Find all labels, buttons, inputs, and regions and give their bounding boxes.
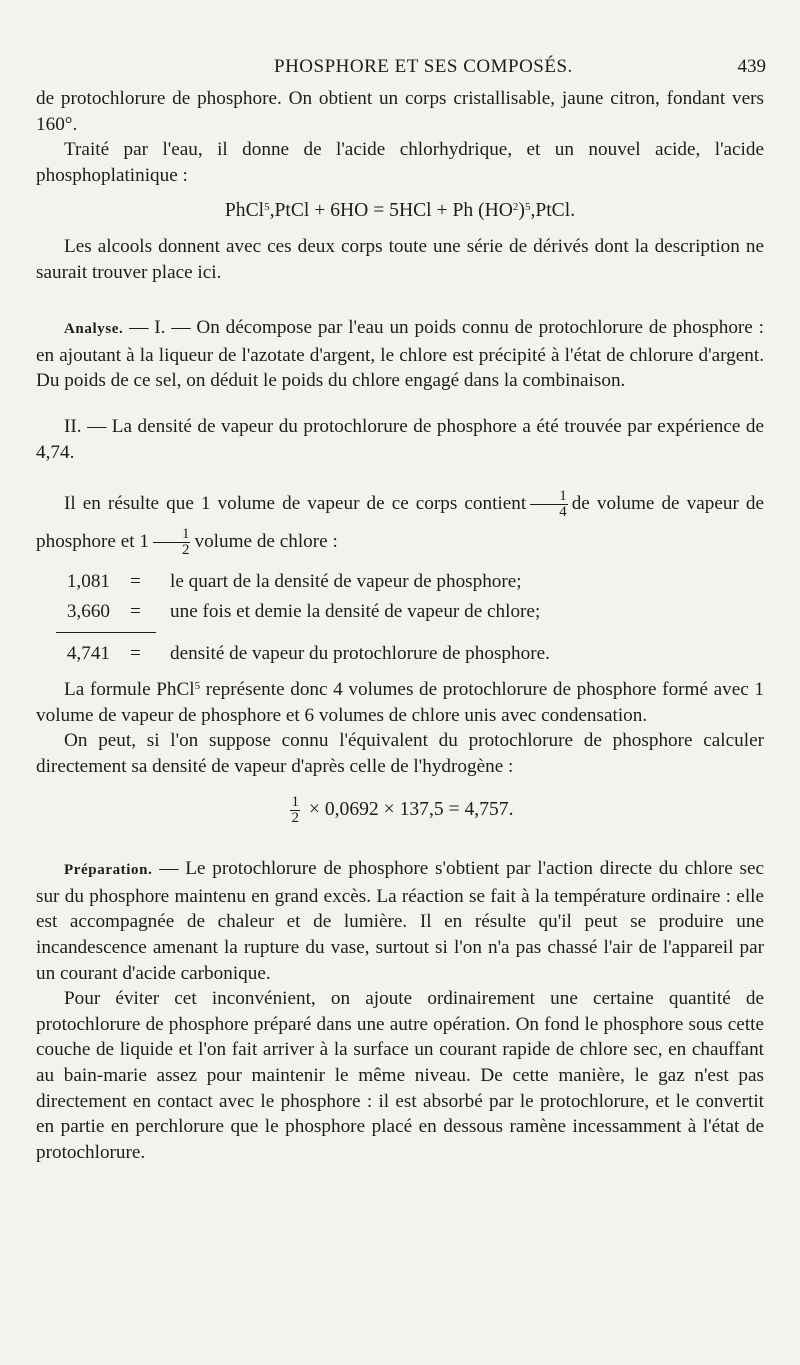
body-text xyxy=(36,86,764,1165)
running-header xyxy=(36,52,764,82)
paragraph-volume-ratio: Il en résulte que 1 volume de vapeur de ce corps contient $\frac{1}{4}$ de volume de vapeur de phosphore et 1 $\frac{1}{2}$ volume de chlore : xyxy=(36,488,764,559)
running-title: PHOSPHORE ET SES COMPOSÉS. xyxy=(274,56,573,77)
section-preparation: Préparation. — Le protochlorure de phosphore s'obtient par l'action directe du chlore sec sur du phosphore maintenu en grand excès. La réaction se fait à la température ordinaire : elle est accompagnée de chaleur et de lumière. Il en résulte qu'il peut se produire une incandescence amenant la rupture du vase, surtout si l'on n'a pas chassé l'air de l'appareil par un courant d'acide carbonique. xyxy=(36,858,764,984)
paragraph-formula: La formule PhCl$^5$ représente donc 4 volumes de protochlorure de phosphore formé avec 1 volume de vapeur de phosphore et 6 volumes de chlore unis avec condensation. xyxy=(36,678,764,726)
calc-row: 3,660 = une fois et demie la densité de vapeur de chlore; xyxy=(66,600,541,622)
equation-density: $\frac{1}{2}$ × 0,0692 × 137,5 = 4,757. xyxy=(291,794,514,827)
fraction-one-half: $\frac{1}{2}$ xyxy=(153,527,191,558)
paragraph-hydrogen: On peut, si l'on suppose connu l'équivalent du protochlorure de phosphore calculer directement sa densité de vapeur d'après celle de l'hydrogène : xyxy=(36,730,764,777)
section-heading-preparation: Préparation. xyxy=(64,862,153,879)
paragraph-alcohols: Les alcools donnent avec ces deux corps toute une série de dérivés dont la description ne saurait trouver place ici. xyxy=(36,235,764,283)
fraction-one-half: $\frac{1}{2}$ xyxy=(291,794,299,827)
equation-phosphoplatinic: PhCl$^5$,PtCl + 6HO = 5HCl + Ph $(HO^2)^5,PtCl$. xyxy=(224,200,576,222)
calc-total-row: 4,741 = densité de vapeur du protochlorure de phosphore. xyxy=(66,643,550,665)
paragraph-preparation-method: Pour éviter cet inconvénient, on ajoute ordinairement une certaine quantité de protochlorure de phosphore préparé dans une autre opération. On fond le phosphore sous cette couche de liquide et l'on fait arriver à la surface un courant rapide de chlore sec, en chauffant au bain-marie assez pour maintenir le même niveau. De cette manière, le gaz n'est pas directement en contact avec le phosphore : il est absorbé par le protochlorure, et le convertit en partie en perchlorure que le phosphore placé en dessous ramène incessamment à l'état de protochlorure. xyxy=(36,988,764,1163)
paragraph-vapour-density: II. — La densité de vapeur du protochlorure de phosphore a été trouvée par expérience de 4,74. xyxy=(36,415,764,463)
calc-row: 1,081 = le quart de la densité de vapeur de phosphore; xyxy=(66,571,522,593)
paragraph-water-reaction: Traité par l'eau, il donne de l'acide chlorhydrique, et un nouvel acide, l'acide phosphoplatinique : xyxy=(36,139,764,186)
density-calculation xyxy=(36,567,550,669)
sum-rule xyxy=(56,632,156,633)
section-analyse: Analyse. — I. — On décompose par l'eau un poids connu de protochlorure de phosphore : en ajoutant à la liqueur de l'azotate d'argent, le chlore est précipité à l'état de chlorure d'argent. Du poids de ce sel, on déduit le poids du chlore engagé dans la combinaison. xyxy=(36,317,764,392)
paragraph-continuation: de protochlorure de phosphore. On obtient un corps cristallisable, jaune citron, fondant vers 160°. xyxy=(36,88,764,135)
page-number: 439 xyxy=(737,56,766,77)
section-heading-analyse: Analyse. xyxy=(64,321,124,338)
fraction-one-quarter: $\frac{1}{4}$ xyxy=(530,489,568,520)
calc-rule-row xyxy=(36,626,550,639)
